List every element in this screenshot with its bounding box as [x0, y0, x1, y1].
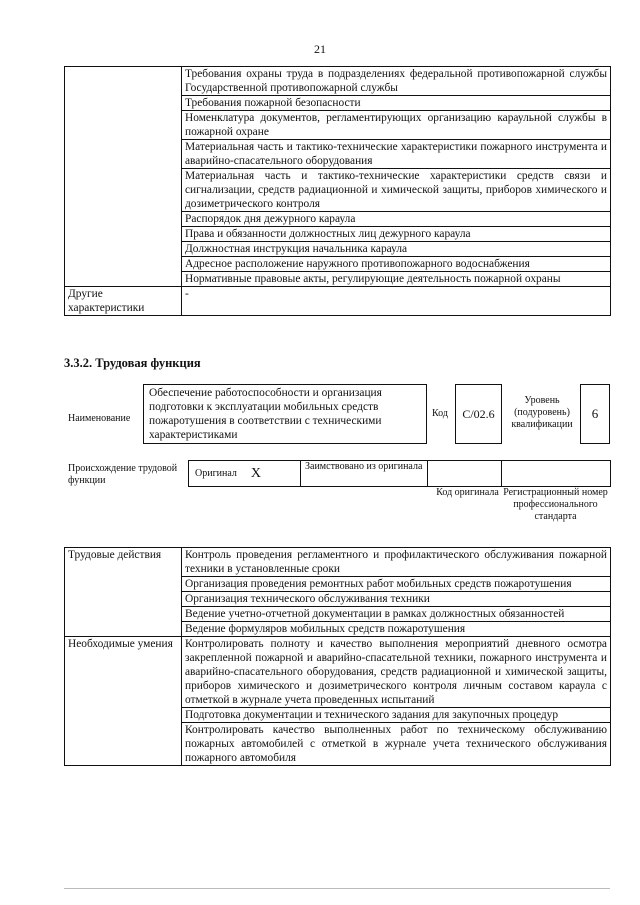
- group-item: Подготовка документации и технического задания для закупочных процедур: [182, 708, 611, 723]
- other-characteristics-row: [65, 287, 611, 316]
- origin-original-cell: [188, 460, 301, 487]
- knowledge-item: Номенклатура документов, регламентирующих организацию караульной службы в пожарной охране: [182, 111, 611, 140]
- code-original-cell: [427, 460, 502, 487]
- knowledge-item: Требования пожарной безопасности: [182, 96, 611, 111]
- group-label: Необходимые умения: [65, 637, 182, 766]
- knowledge-table: [64, 66, 611, 316]
- knowledge-item: Материальная часть и тактико-технические характеристики средств связи и сигнализации, средств радиационной и химической защиты, приборов химического и дозиметрического контроля: [182, 169, 611, 212]
- knowledge-row: [65, 67, 611, 96]
- group-item: Организация технического обслуживания техники: [182, 592, 611, 607]
- origin-label: Происхождение трудовой функции: [68, 463, 178, 486]
- knowledge-item: Права и обязанности должностных лиц дежурного караула: [182, 227, 611, 242]
- origin-mark: X: [250, 465, 262, 481]
- page-number: 21: [314, 42, 326, 56]
- group-item: Ведение формуляров мобильных средств пожаротушения: [182, 622, 611, 637]
- knowledge-item: Распорядок дня дежурного караула: [182, 212, 611, 227]
- labor-row: [65, 637, 611, 708]
- function-name-box: [143, 384, 427, 444]
- labor-row: [65, 548, 611, 577]
- group-item: Ведение учетно-отчетной документации в рамках должностных обязанностей: [182, 607, 611, 622]
- other-characteristics-label: Другие характеристики: [65, 287, 182, 316]
- group-label: Трудовые действия: [65, 548, 182, 637]
- reg-number-label: Регистрационный номер профессионального стандарта: [503, 487, 608, 522]
- code-value: C/02.6: [462, 407, 495, 421]
- qualification-level-value: 6: [591, 406, 599, 421]
- qualification-level-label: Уровень (подуровень) квалификации: [511, 395, 573, 430]
- origin-borrowed-cell: [300, 460, 428, 487]
- page-bottom-divider: [64, 888, 610, 889]
- labor-actions-table: [64, 547, 611, 766]
- code-label: Код: [432, 408, 448, 419]
- name-label: Наименование: [68, 413, 131, 424]
- knowledge-item: Требования охраны труда в подразделениях федеральной противопожарной службы Государственной противопожарной службы: [182, 67, 611, 96]
- knowledge-label-cell: [65, 67, 182, 287]
- knowledge-item: Должностная инструкция начальника караула: [182, 242, 611, 257]
- origin-borrowed-label: Заимствовано из оригинала: [305, 461, 423, 472]
- function-name-value: Обеспечение работоспособности и организация подготовки к эксплуатации мобильных средств пожаротушения в соответствии с техническими характеристиками: [149, 387, 382, 441]
- group-item: Контроль проведения регламентного и профилактического обслуживания пожарной техники в установленные сроки: [182, 548, 611, 577]
- qualification-level-box: [580, 384, 610, 444]
- group-item: Контролировать качество выполненных работ по техническому обслуживанию пожарных автомобилей с отметкой в журнале учета технического обслуживания пожарного автомобиля: [182, 723, 611, 766]
- knowledge-item: Нормативные правовые акты, регулирующие деятельность пожарной охраны: [182, 272, 611, 287]
- knowledge-item: Материальная часть и тактико-технические характеристики пожарного инструмента и аварийно-спасательного оборудования: [182, 140, 611, 169]
- origin-original-label: Оригинал: [195, 468, 237, 479]
- origin-row: [189, 460, 611, 487]
- knowledge-item: Адресное расположение наружного противопожарного водоснабжения: [182, 257, 611, 272]
- other-characteristics-value: -: [182, 287, 611, 316]
- reg-number-cell: [501, 460, 611, 487]
- section-heading: 3.3.2. Трудовая функция: [64, 356, 201, 370]
- group-item: Контролировать полноту и качество выполнения мероприятий дневного осмотра закрепленной пожарной и аварийно-спасательной техники, пожарного инструмента и аварийно-спасательного оборудования, средств радиационной и химической защиты, приборов химического и дозиметрического контроля личным составом караула с отметкой в журнале учета проведенных испытаний: [182, 637, 611, 708]
- group-item: Организация проведения ремонтных работ мобильных средств пожаротушения: [182, 577, 611, 592]
- code-original-label: Код оригинала: [436, 487, 499, 498]
- code-box: [455, 384, 502, 444]
